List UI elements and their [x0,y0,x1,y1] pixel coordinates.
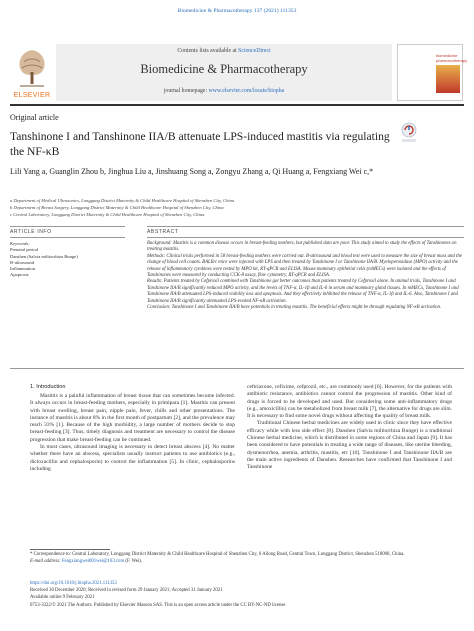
article-info-heading: ARTICLE INFO [10,229,52,235]
author-list: Lili Yang a, Guanglin Zhou b, Jinghua Liu a, Jinshuang Song a, Zongyu Zhang a, Qi Huang a, Fengxiang Wei c,* [10,167,374,176]
license-line: 0753-3322/© 2021 The Authors. Published by Elsevier Masson SAS. This is an open access article under the CC BY-NC-ND license [30,602,286,608]
homepage-link[interactable]: www.elsevier.com/locate/biopha [208,88,285,94]
cover-line-2: pharmacotherapy [436,58,468,63]
intro-left-column [30,393,235,473]
intro-right-column [247,384,452,472]
journal-cover-thumbnail[interactable] [397,44,468,101]
header-rule [10,104,464,106]
intro-paragraph: ceftriaxone, cefixime, cefprozil, etc., are commonly used [6]. However, for the patients with antibiotic resistance, antibiotics cannot control the progression of mastitis. Other kind of drugs is forced to be developed and used. But considering some anti-inflammatory drugs (e.g., amoxicillin) can be metabolized from breast milk [7], the alternative for drugs are slim. It is necessary to find some novel drugs without affecting the quality of breast milk. [247,384,452,420]
received-dates: Received 30 December 2020; Received in revised form 29 January 2021; Accepted 31 January 2021 [30,588,223,594]
affiliations [10,197,450,218]
intro-paragraph: In most cases, ultrasound imaging is necessary to detect breast abscess [4]. No matter whether there have an abscess, specialists usually instruct patients to use antibiotics (e.g., dicloxacillin and cephalosporin) to control the inflammation [5]. In clinic, cephalosporins including [30,444,235,472]
correspondence-note: * Correspondence to: Central Laboratory, Longgang District Maternity & Child Healthcare Hospital of Shenzhen City, 6 Ailong Road, Central Town, Longgang District, Shenzhen 518000, China. [30,552,405,557]
keyword-item: B-ultrasound [10,259,34,265]
abstract-rule [147,237,464,238]
elsevier-wordmark: ELSEVIER [13,92,51,99]
abstract-top-rule [147,226,464,227]
doi-link[interactable]: https://doi.org/10.1016/j.biopha.2021.111353 [30,581,117,586]
keywords-block [10,241,125,279]
journal-citation[interactable]: Biomedicine & Pharmacotherapy 137 (2021) 111353 [177,8,297,14]
journal-name: Biomedicine & Pharmacotherapy [140,62,308,76]
abstract-bottom-rule [10,368,464,369]
abstract-methods: Methods: Clinical trials performed in 58 breast-feeding mothers were carried out. B-ultrasound and blood test were used to measure the size of breast mass and the change of blood cell counts. BALB/c mice were injected with LPS and then treated by Tanshinone I or Tanshinone IIA/B. Myeloperoxidase (MPO) activity and the release of inflammatory cytokines were tested by MPO kit, RT-qPCR and ELISA. Mouse mammary epithelial cells (mMECs) were isolated and the effects of Tanshinones were measured by conducting CCK-8 assay, flow cytometry, RT-qPCR and ELISA. [147,253,462,279]
affiliation-a: a Department of Medical Ultrasonics, Longgang District Maternity & Child Healthcare Hospital of Shenzhen City, China [10,198,235,203]
abstract-body [147,241,464,311]
online-date: Available online 9 February 2021 [30,595,95,601]
keywords-label: Keywords: [10,241,30,246]
affiliation-c: c Central Laboratory, Longgang District Maternity & Child Healthcare Hospital of Shenzhen City, China [10,212,205,217]
keyword-item: Apoptosis [10,272,29,278]
abstract-background: Background: Mastitis is a common disease occurs in breast-feeding mothers, but published data are poor. This study aimed to study the effects of Tanshinones on treating mastitis. [147,241,457,253]
affiliation-b: b Department of Breast Surgery, Longgang District Maternity & Child Healthcare Hospital of Shenzhen City, China [10,205,224,210]
check-for-updates-icon[interactable] [400,122,418,144]
introduction-heading: 1. Introduction [30,384,66,390]
article-info-rule [10,237,125,238]
keyword-item: Inflammation [10,266,36,272]
cover-line-1: biomedicine [436,53,458,58]
email-link[interactable]: Fengxiangwei001wei@163.com [61,558,125,564]
publication-info [30,580,452,609]
article-type: Original article [10,113,59,122]
sciencedirect-link[interactable]: ScienceDirect [238,48,271,54]
intro-paragraph: Traditional Chinese herbal medicines are widely used in clinic since they have effective efficacy while with less side effect [8]. Danshen (Salvia miltiorrhiza Bunge) is a traditional Chinese herbal medicine, which is distributed in some regions of China and Japan [9]. It has been considered to have potentials in treating a wide range of diseases, like uterine bleeding, dysmenorrhea, anemia, arthritis, mastitis, etc [10]. Tanshinone I and Tanshinone IIA/B are the main active ingredients of Danshen. Researches have confirmed that Tanshinone I and Tanshinone [247,420,452,471]
abstract-heading: ABSTRACT [147,229,179,235]
homepage-prefix: journal homepage: [163,88,209,94]
article-title: Tanshinone I and Tanshinone IIA/B attenuate LPS-induced mastitis via regulating the NF-κB [10,130,390,158]
email-line: E-mail address: Fengxiangwei001wei@163.com (F. Wei). [30,558,142,564]
contents-line [56,48,392,54]
footnotes [30,552,452,565]
intro-paragraph: Mastitis is a painful inflammation of breast tissue that can sometimes become infected. It always occurs in breast-feeding mothers, especially in primipara [1]. Mastitis can present with breast swelling, breast pain, nipple pain, fever, chills and other presentations. The instance of mastitis is about 8% in the first month of postpartum [2], and the prevalence may reach 33% [1]. Because of the high morbidity, a large number of mothers decide to stop breast-feeding [3]. Thus, timely diagnosis and treatment are necessary to control the disease progression that make breast-feeding can be continued. [30,393,235,443]
keyword-item: Prenatal period [10,247,38,253]
abstract-results: Results: Patients treated by Cefproxil combined with Tanshinone got better outcomes than patients treated by Cefproxil alone. In animal trials, Tanshinone I and Tanshinone IIA/B significantly reduced MPO activity, and the levels of TNF-α, IL-1β and IL-6 in serum and mammary gland tissues. In mMECs, Tanshinone I and Tanshinone IIA/B attenuated LPS-induced viability loss and apoptosis. And they effectively inhibited the release of TNF-α, IL-1β and IL-6. Also, Tanshinone I and Tanshinone IIA/B significantly attenuated LPS-evoked NF-κB activation. [147,279,459,304]
contents-prefix: Contents lists available at [177,48,239,54]
footnote-rule [30,549,110,550]
abstract-conclusion: Conclusion: Tanshinone I and Tanshinone IIA/B have potentials in treating mastitis. The beneficial effects might be through regulating NF-κB activation. [147,305,442,311]
article-info-top-rule [10,226,125,227]
keyword-item: Danshen (Salvia miltiorrhiza Bunge) [10,253,78,259]
homepage-line [56,88,392,94]
